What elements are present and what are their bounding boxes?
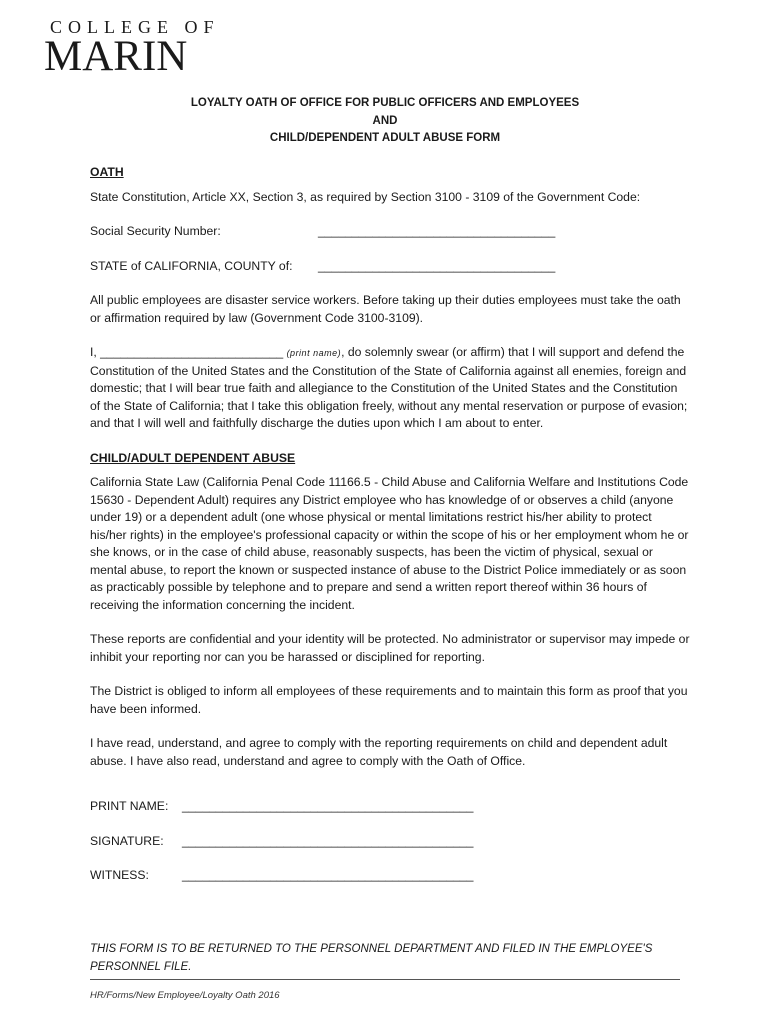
print-name-hint: (print name) <box>286 348 342 358</box>
district-obligation-text: The District is obliged to inform all employees of these requirements and to maintain this form as proof that you have been informed. <box>90 684 688 716</box>
signature-row <box>90 833 690 851</box>
ssn-row <box>90 223 690 241</box>
logo-top-text: COLLEGE OF <box>50 17 220 37</box>
print-name-field[interactable]: ___________________________________________ <box>182 799 474 813</box>
abuse-law-text: California State Law (California Penal Code 11166.5 - Child Abuse and California Welfare and Institutions Code 15630 - Dependent Adult) requires any District employee who has knowledge of or observes a child (anyone under 19) or a dependent adult (one whose physical or mental limitations restrict his/her ability to protect his/her rights) in the employee's professional capacity or within the scope of his or her employment whom he or she knows, or in the case of child abuse, reasonably suspects, has been the victim of physical, sexual or mental abuse, to report the known or suspected instance of abuse to the District Police immediately or as soon as practicably possible by telephone and to prepare and send a written report thereof within 36 hours of receiving the information concerning the incident. <box>90 475 689 612</box>
oath-heading: OATH <box>90 165 124 179</box>
ssn-label: Social Security Number: <box>90 224 221 238</box>
logo-main-text: MARIN <box>44 33 188 80</box>
county-field[interactable]: ___________________________________ <box>318 258 556 273</box>
return-instructions: THIS FORM IS TO BE RETURNED TO THE PERSONNEL DEPARTMENT AND FILED IN THE EMPLOYEE'S PERSONNEL FILE. <box>90 943 653 973</box>
signature-label: SIGNATURE: <box>90 833 164 848</box>
abuse-heading: CHILD/ADULT DEPENDENT ABUSE <box>90 450 296 465</box>
agreement-text: I have read, understand, and agree to comply with the reporting requirements on child and dependent adult abuse. I have also read, understand and agree to comply with the Oath of Office. <box>90 736 668 768</box>
print-name-blank[interactable]: I, ___________________________ <box>90 345 287 359</box>
confidential-text: These reports are confidential and your identity will be protected. No administrator or supervisor may impede or inhibit your reporting nor can you be harassed or disciplined for reporting. <box>90 632 690 664</box>
form-body <box>90 164 690 885</box>
signature-field[interactable]: ___________________________________________ <box>182 833 474 848</box>
disaster-worker-text: All public employees are disaster service workers. Before taking up their duties employees must take the oath or affirmation required by law (Government Code 3100-3109). <box>90 293 681 325</box>
witness-field[interactable]: ___________________________________________ <box>182 868 474 882</box>
footer-divider <box>90 979 680 980</box>
ssn-field[interactable]: ___________________________________ <box>318 224 556 238</box>
title-line-2: AND <box>372 114 398 127</box>
county-row <box>90 258 690 276</box>
print-name-label: PRINT NAME: <box>90 799 169 813</box>
witness-label: WITNESS: <box>90 868 149 882</box>
college-logo <box>44 18 220 79</box>
title-line-1: LOYALTY OATH OF OFFICE FOR PUBLIC OFFICERS AND EMPLOYEES <box>190 97 580 109</box>
constitution-text: State Constitution, Article XX, Section 3, as required by Section 3100 - 3109 of the Government Code: <box>90 189 641 204</box>
witness-row <box>90 867 690 885</box>
form-code: HR/Forms/New Employee/Loyalty Oath 2016 <box>90 990 280 1001</box>
title-line-3: CHILD/DEPENDENT ADULT ABUSE FORM <box>269 132 501 144</box>
oath-statement <box>90 344 690 433</box>
form-title <box>0 95 770 148</box>
print-name-row <box>90 798 690 816</box>
oath-statement-text: , do solemnly swear (or affirm) that I will support and defend the Constitution of the United States and the Constitution of the State of California against all enemies, foreign and domestic; that I will bear true faith and allegiance to the Constitution of the United States and the Constitution of the State of California; that I take this obligation freely, without any mental reservation or purpose of evasion; and that I will well and faithfully discharge the duties upon which I am about to enter. <box>90 345 688 430</box>
county-label: STATE of CALIFORNIA, COUNTY of: <box>90 258 293 273</box>
